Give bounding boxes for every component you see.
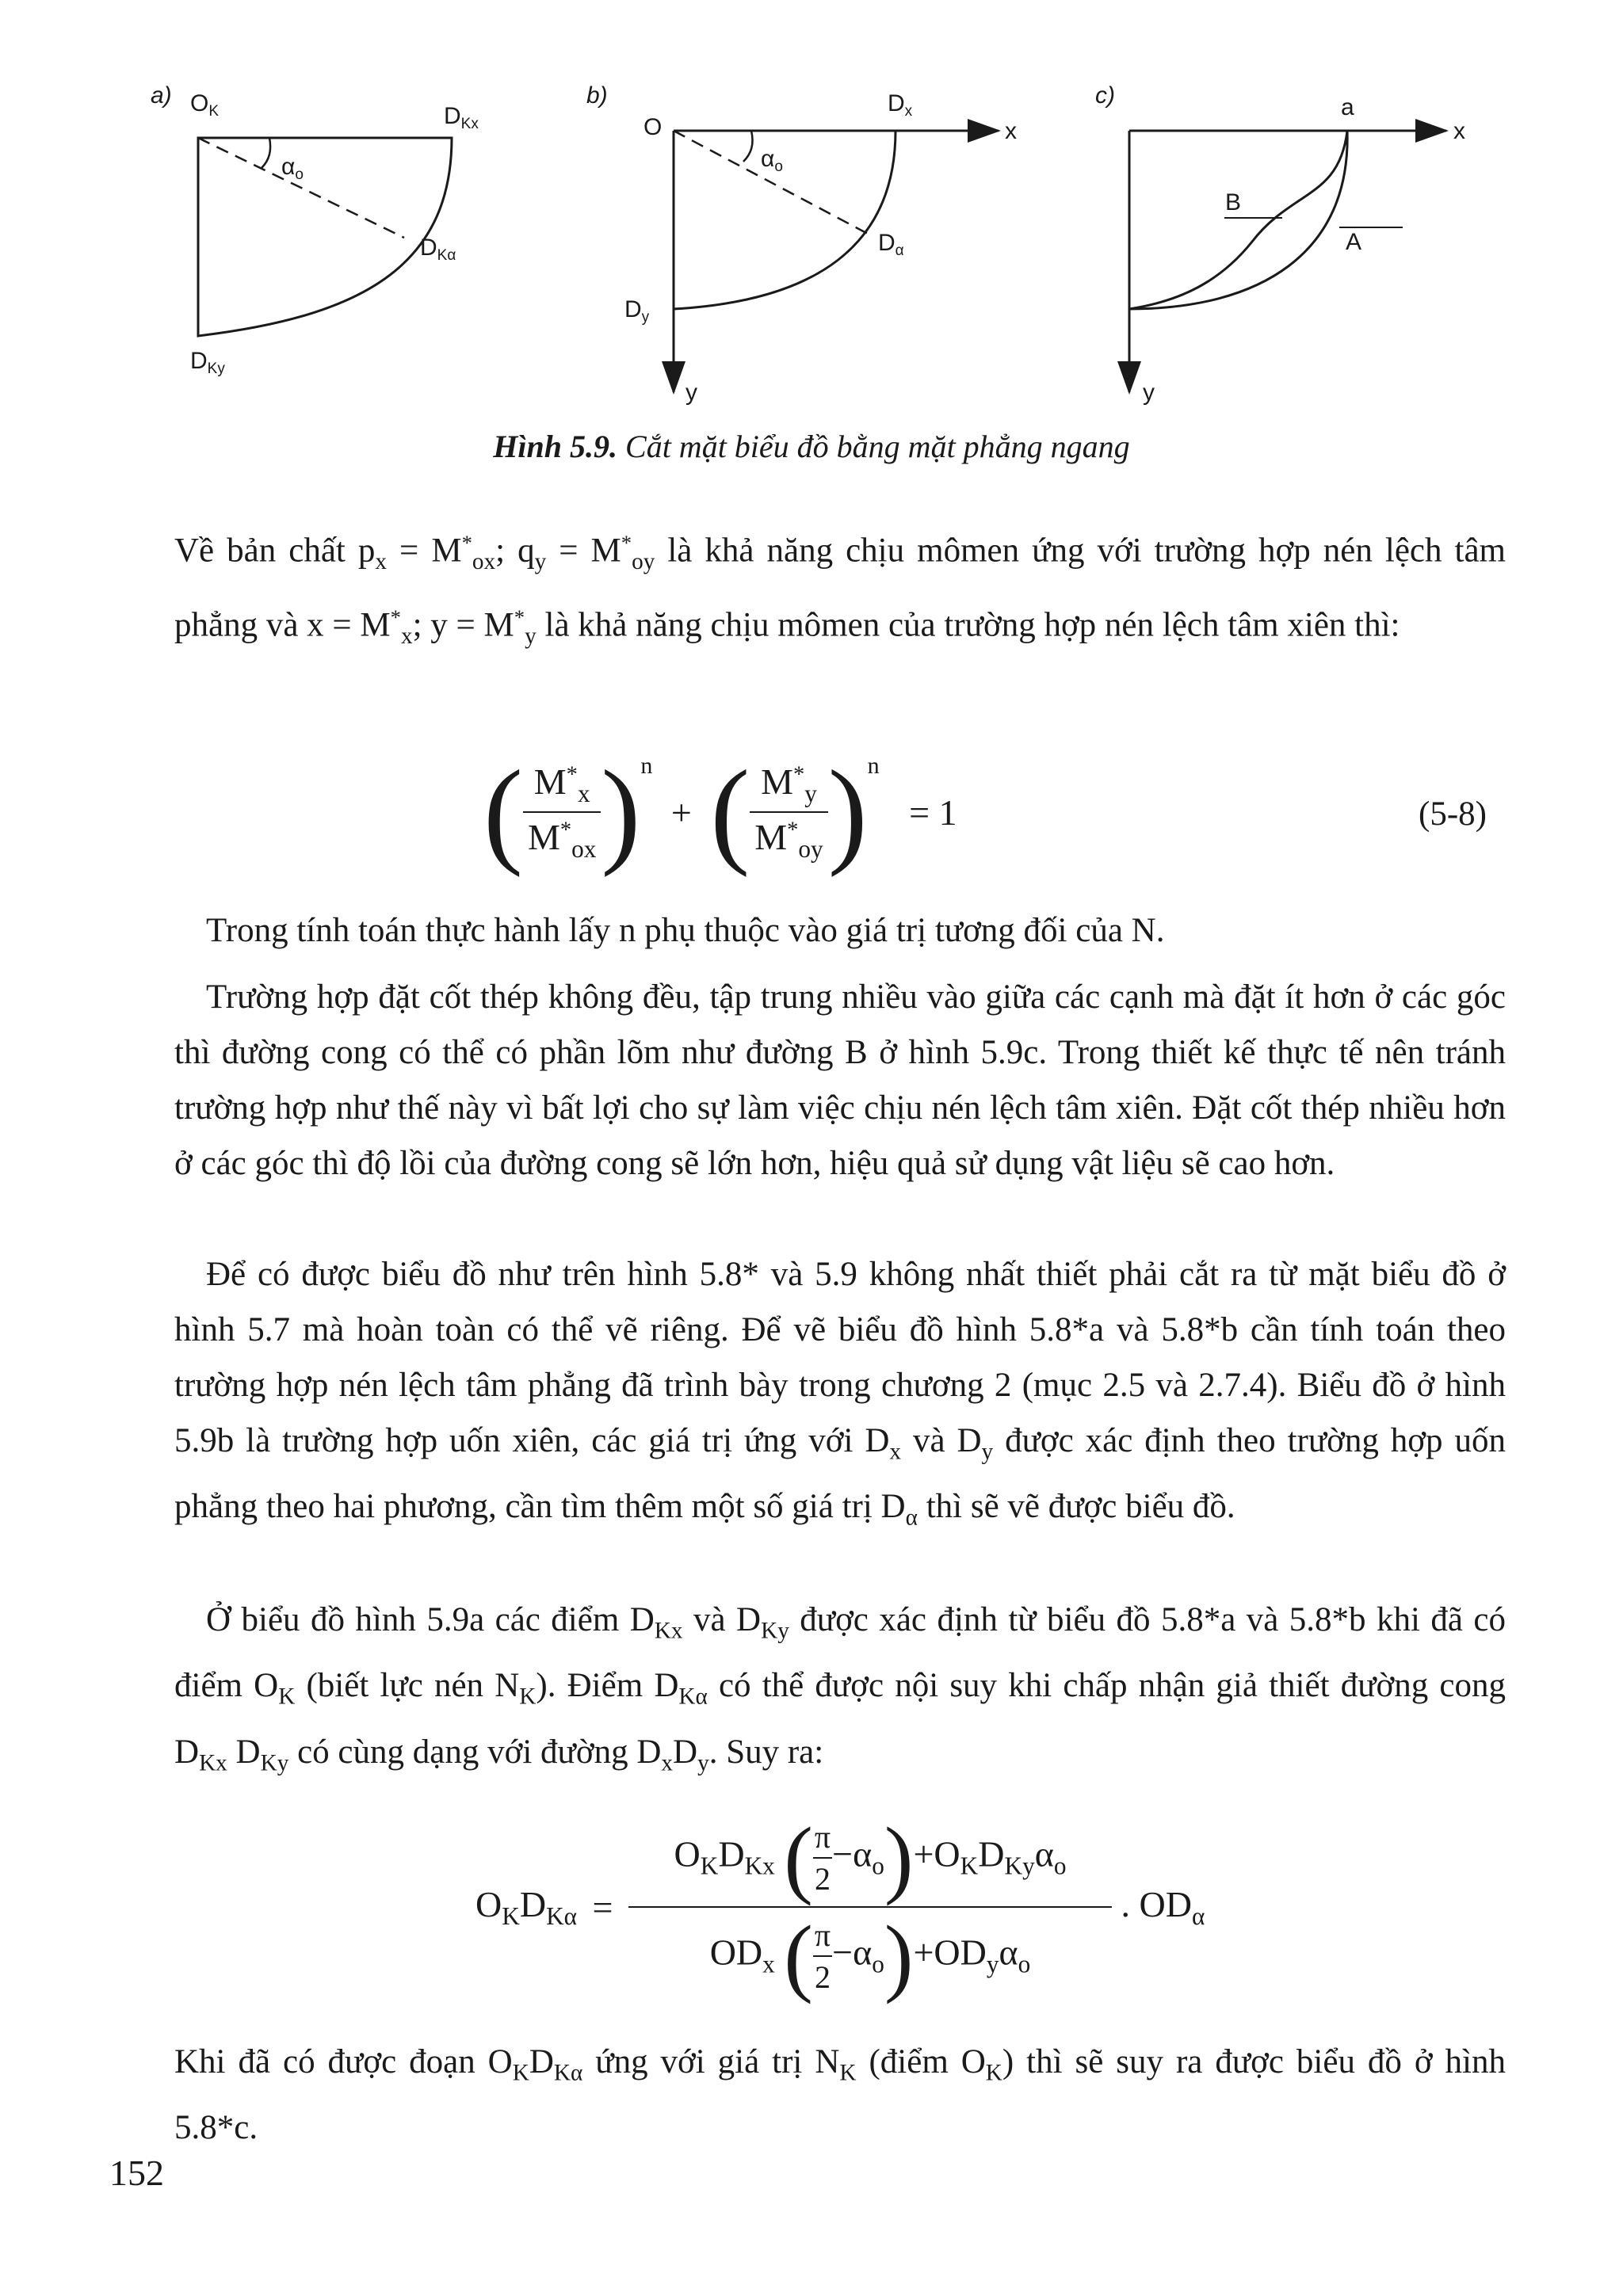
panel-a-outline	[198, 138, 452, 336]
panel-b-angle-arc	[743, 131, 753, 162]
label-alpha-b: αo	[761, 146, 783, 175]
label-dky: DKy	[190, 348, 225, 377]
exponent: n	[867, 753, 880, 779]
label-x-c: x	[1453, 118, 1465, 144]
text: được xác định từ biểu đồ 5.8*a và 5.8*b khi đã có điểm O	[174, 1601, 1507, 1705]
sub: Ky	[761, 1618, 789, 1644]
text: ứng với giá trị N	[582, 2043, 840, 2081]
text: có thể được nội suy khi chấp nhận giả thiết đường cong D	[174, 1667, 1506, 1771]
text: có cùng dạng với đường D	[288, 1733, 662, 1771]
tail: . $OD_\alpha$	[1121, 1884, 1205, 1930]
paragraph-3: Trường hợp đặt cốt thép không đều, tập trung nhiều vào giữa các cạnh mà đặt ít hơn ở các góc thì đường cong có thể có phần lõm như đường B ở hình 5.9c. Trong thiết kế thực tế nên tránh trường hợp như thế này vì bất lợi cho sự làm việc chịu nén lệch tâm xiên. Đặt cốt thép nhiều hơn ở các góc thì độ lồi của đường cong sẽ lớn hơn, hiệu quả sử dụng vật liệu sẽ cao hơn.	[174, 978, 1506, 1182]
page-number: 152	[109, 2153, 164, 2193]
caption-text: Cắt mặt biểu đồ bằng mặt phẳng ngang	[617, 429, 1130, 464]
lhs: $O_KD_{K\alpha}$	[475, 1884, 578, 1930]
sub: Kα	[678, 1684, 708, 1710]
main-fraction: $O_KD_{Kx}$ ( $\frac{\pi}{2}$ $-\alpha_o)+O_KD_{Ky}\alpha_o$ $OD_x$ ( $\frac{\pi}{2}$ $-\alpha_o)+OD_y\alpha_o$	[628, 1814, 1112, 2000]
paragraph-2	[174, 903, 1506, 959]
panel-c	[1095, 82, 1465, 406]
label-alpha-a: αo	[281, 154, 304, 183]
sub: K	[278, 1684, 296, 1710]
sub: y	[981, 1439, 994, 1465]
label-o: O	[643, 114, 663, 140]
figure-5-9	[127, 71, 1522, 420]
text: và D	[901, 1422, 982, 1459]
panel-a-angle-arc	[262, 138, 270, 168]
paragraph-6	[174, 2035, 1506, 2156]
paren: )	[827, 746, 868, 878]
sub: y	[697, 1750, 709, 1776]
equals: =	[592, 1886, 613, 1928]
text: (biết lực nén N	[295, 1667, 520, 1705]
equation-5-8	[483, 746, 957, 878]
panel-b	[586, 82, 1017, 406]
panel-b-curve	[674, 131, 896, 309]
text: = M	[387, 532, 462, 570]
sub: x	[889, 1439, 902, 1465]
fraction-my: $\frac{M^*_y}{M^*_{oy}}$	[750, 761, 827, 864]
paragraph-1	[174, 515, 1506, 664]
panel-a-letter: a)	[151, 82, 172, 109]
sub: ox	[472, 549, 496, 574]
fraction-mx: $\frac{M^*_x}{M^*_{ox}}$	[523, 761, 601, 864]
label-ok: OK	[190, 90, 220, 120]
panel-b-letter: b)	[586, 82, 608, 109]
text: Để có được biểu đồ như trên hình 5.8* và 5.9 không nhất thiết phải cắt ra từ mặt biểu đồ ở hình 5.7 mà hoàn toàn có thể vẽ riêng. Để vẽ biểu đồ hình 5.8*a và 5.8*b cần tính toán theo trường hợp nén lệch tâm phẳng đã trình bày trong chương 2 (mục 2.5 và 2.7.4). Biểu đồ ở hình 5.9b là trường hợp uốn xiên, các giá trị ứng với D	[174, 1256, 1506, 1459]
panel-c-curve-b	[1129, 131, 1347, 309]
panel-c-curve-a	[1129, 131, 1347, 309]
label-dx: Dx	[888, 90, 913, 120]
sub: x	[661, 1750, 674, 1776]
sup: *	[461, 531, 472, 555]
panel-a-dashed-line	[198, 138, 404, 238]
text: ) thì sẽ suy ra được biểu đồ ở hình 5.8*c.	[174, 2043, 1506, 2147]
sub: K	[839, 2060, 857, 2086]
label-a: a	[1341, 94, 1354, 120]
text: ). Điểm D	[536, 1667, 679, 1705]
label-B: B	[1225, 189, 1242, 215]
label-A: A	[1346, 229, 1362, 255]
text: Trong tính toán thực hành lấy n phụ thuộc vào giá trị tương đối của N.	[206, 912, 1165, 949]
text: D	[227, 1733, 261, 1771]
paren: (	[710, 746, 750, 878]
sub: y	[525, 624, 537, 649]
sub: oy	[632, 549, 655, 574]
equation-okdka	[475, 1810, 1205, 2004]
caption-prefix: Hình 5.9.	[493, 429, 618, 464]
label-da: Dα	[878, 230, 904, 259]
text: = M	[546, 532, 621, 570]
exponent: n	[640, 753, 653, 779]
equation-number: (5-8)	[1419, 795, 1487, 833]
paragraph-5	[174, 1592, 1506, 1791]
text: D	[673, 1733, 698, 1771]
text: ; y = M	[412, 606, 514, 644]
sub: Kx	[199, 1750, 227, 1776]
label-dy: Dy	[624, 296, 650, 326]
equals: = 1	[909, 791, 957, 833]
text: D	[529, 2043, 554, 2081]
sub: α	[905, 1505, 918, 1531]
text: ; q	[495, 532, 535, 570]
label-dka: DKα	[420, 235, 456, 264]
sub: K	[512, 2060, 529, 2086]
paragraph-4	[174, 1247, 1506, 1546]
paren: (	[483, 746, 523, 878]
sub: y	[534, 549, 547, 574]
paren: )	[601, 746, 641, 878]
figure-caption	[0, 428, 1623, 465]
text: là khả năng chịu mômen ứng với trường hợp nén lệch tâm phẳng và x = M	[174, 532, 1507, 644]
sup: *	[390, 605, 401, 629]
text: Khi đã có được đoạn O	[174, 2043, 513, 2081]
panel-c-letter: c)	[1095, 82, 1115, 109]
text: thì sẽ vẽ được biểu đồ.	[917, 1488, 1235, 1526]
sup: *	[621, 531, 632, 555]
text: (điểm O	[856, 2043, 986, 2081]
text: là khả năng chịu mômen của trường hợp nén lệch tâm xiên thì:	[536, 606, 1400, 644]
sub: x	[400, 624, 413, 649]
panel-a	[151, 82, 479, 377]
sub: K	[985, 2060, 1002, 2086]
text: Ở biểu đồ hình 5.9a các điểm D	[206, 1601, 655, 1638]
plus: +	[670, 791, 692, 833]
text: được xác định theo trường hợp uốn phẳng theo hai phương, cần tìm thêm một số giá trị D	[174, 1422, 1506, 1526]
sub: x	[375, 549, 388, 574]
sub: Kx	[654, 1618, 683, 1644]
label-dkx: DKx	[444, 103, 479, 132]
text: . Suy ra:	[708, 1733, 824, 1771]
sub: Ky	[260, 1750, 289, 1776]
sub: Kα	[553, 2060, 583, 2086]
text: và D	[682, 1601, 762, 1638]
label-x-b: x	[1005, 118, 1017, 144]
label-y-c: y	[1143, 379, 1155, 406]
label-y-b: y	[685, 379, 697, 406]
text: Về bản chất p	[174, 532, 376, 570]
sub: K	[519, 1684, 537, 1710]
sup: *	[514, 605, 525, 629]
